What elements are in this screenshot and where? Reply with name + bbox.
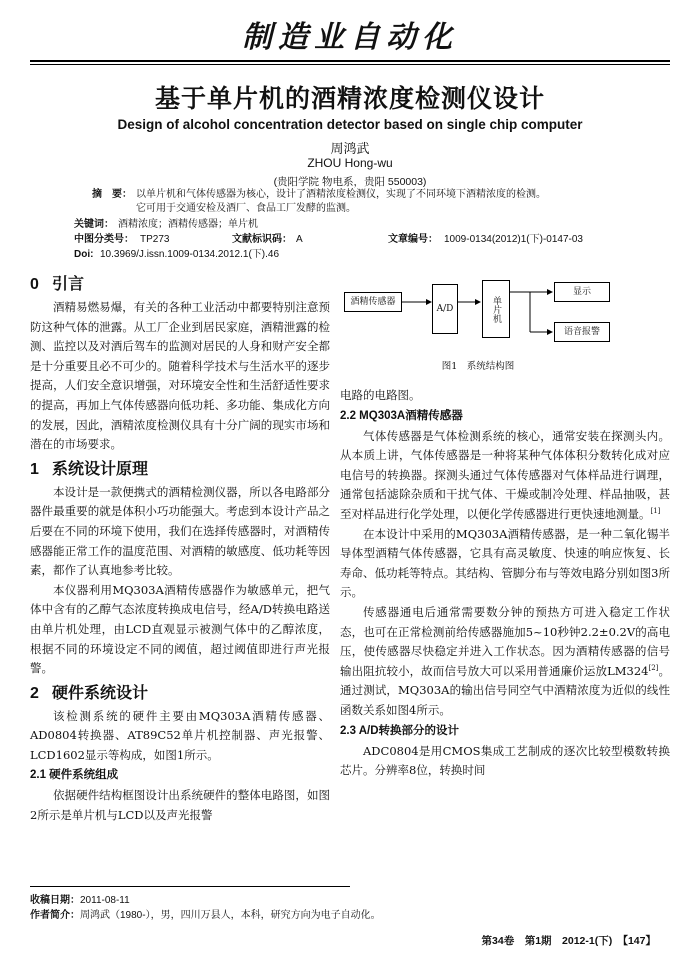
- author-en: ZHOU Hong-wu: [307, 156, 393, 170]
- citation-1: [1]: [650, 507, 661, 516]
- alarm-block: 语音报警: [554, 322, 610, 342]
- affiliation: (贵阳学院 物电系，贵阳 550003): [273, 176, 427, 188]
- keywords-label: 关键词：: [74, 219, 114, 230]
- left-column: [30, 270, 330, 826]
- received-date: 收稿日期：2011-08-11: [30, 895, 130, 906]
- doccode-value: A: [296, 234, 303, 245]
- abstract-label: 摘 要：: [92, 189, 132, 200]
- mcu-block: 单片机: [482, 280, 510, 338]
- section-2-paragraph: 该检测系统的硬件主要由MQ303A酒精传感器、AD0804转换器、AT89C52单片机控制器、声光报警、LCD1602显示等构成，如图1所示。: [30, 708, 330, 762]
- section-2-2-paragraph-1: 气体传感器是气体检测系统的核心，通常安装在探测头内。从本质上讲，气体传感器是一种将某种气体体积分数转化成对应电信号的转换器。探测头通过气体传感器对气体样品进行调理，通常包括滤除杂质和干扰气体、干燥或制冷处理、样品抽吸，甚至对样品进行化学处理，以便化学传感器进行更快速地测量。[1]: [340, 428, 670, 521]
- section-2-2-paragraph-2: 在本设计中采用的MQ303A酒精传感器，是一种二氧化锡半导体型酒精气体传感器，它具有高灵敏度、快速的响应恢复、长寿命、低功耗等特点。其结构、管脚分布与等效电路分别如图3所示。: [340, 526, 670, 600]
- section-2-1-continuation: 电路的电路图。: [340, 388, 421, 402]
- section-2-heading: 2 硬件系统设计: [30, 684, 149, 702]
- citation-2: [2]: [648, 663, 659, 672]
- title-en: Design of alcohol concentration detector based on single chip computer: [117, 117, 583, 132]
- doi-label: Doi:: [74, 249, 94, 260]
- header-rule-thin: [30, 64, 670, 65]
- abstract-line-2: 它可用于交通安检及酒厂、食品工厂发酵的监测。: [136, 203, 356, 214]
- clc-label: 中图分类号：: [74, 234, 134, 245]
- doi-value: 10.3969/J.issn.1009-0134.2012.1(下).46: [100, 249, 280, 260]
- abstract-line-1: 以单片机和气体传感器为核心，设计了酒精浓度检测仪，实现了不同环境下酒精浓度的检测。: [136, 189, 546, 200]
- section-2-2-heading: 2.2 MQ303A酒精传感器: [340, 409, 463, 422]
- section-2-3-paragraph: ADC0804是用CMOS集成工艺制成的逐次比较型模数转换芯片。分辨率8位，转换时间: [340, 743, 670, 778]
- header-rule: [30, 60, 670, 62]
- section-1-paragraph-1: 本设计是一款便携式的酒精检测仪器，所以各电路部分器件最重要的就是体积小巧功能强大。考虑到本设计产品之后要在不同的环境下使用，我们在选择传感器时，对酒精传感器能正常工作的温度范围、对酒精的敏感度、低功耗等因素，都作了认真地参考比较。: [30, 484, 330, 578]
- section-1-paragraph-2: 本仪器利用MQ303A酒精传感器作为敏感单元，把气体中含有的乙醇气态浓度转换成电信号，经A/D转换电路送由单片机处理，由LCD直观显示被测气体中的乙醇浓度，根据不同的环境设定不同的阈值，超过阈值即进行声光报警。: [30, 582, 330, 676]
- figure-1-caption: 图1 系统结构图: [441, 361, 515, 372]
- title-cn: 基于单片机的酒精浓度检测仪设计: [154, 84, 545, 113]
- section-0-paragraph: 酒精易燃易爆，有关的各种工业活动中都要特别注意预防这种气体的泄露。从工厂企业到居民家庭，酒精泄露的检测、监控以及对酒后驾车的监测对居民的人身和财产安全都是十分重要且必不可少的。随着科学技术与生活水平的逐步提高，人们安全意识增强，对环境安全性和生活舒适性要求的提高，再加上气体传感器向低功耗、多功能、集成化方向的发展，因此，酒精浓度检测仪具有十分广阔的现实市场和潜在的市场要求。: [30, 300, 330, 452]
- adc-block: A/D: [432, 284, 458, 334]
- section-0-heading: 0 引言: [30, 276, 85, 293]
- author-cn: 周鸿武: [330, 141, 370, 156]
- section-2-1-heading: 2.1 硬件系统组成: [30, 769, 119, 782]
- clc-value: TP273: [140, 234, 170, 245]
- article-no: 1009-0134(2012)1(下)-0147-03: [444, 234, 583, 245]
- keywords: 酒精浓度；酒精传感器；单片机: [118, 219, 258, 230]
- right-column: [340, 386, 670, 781]
- article-label: 文章编号：: [388, 234, 438, 245]
- sensor-block: 酒精传感器: [344, 292, 402, 312]
- page-info: 第34卷 第1期 2012-1(下) 【147】: [481, 935, 656, 947]
- figure-1: [340, 278, 670, 388]
- journal-name: 制造业自动化: [242, 20, 458, 55]
- section-2-2-paragraph-3: 传感器通电后通常需要数分钟的预热方可进入稳定工作状态，也可在正常检测前给传感器施加5~10秒钟2.2±0.2V的高电压，使传感器尽快稳定并进入工作状态。因为酒精传感器的信号输出阻抗较小，故而信号放大可以采用普通廉价运放LM324[2]。通过测试，MQ303A的输出信号同空气中酒精浓度为近似的线性函数关系如图4所示。: [340, 604, 671, 717]
- section-2-1-paragraph: 依据硬件结构框图设计出系统硬件的整体电路图，如图2所示是单片机与LCD以及声光报警: [30, 788, 330, 823]
- section-2-3-heading: 2.3 A/D转换部分的设计: [340, 724, 460, 737]
- author-bio: 作者简介：周鸿武（1980-），男，四川万县人，本科，研究方向为电子自动化。: [30, 910, 381, 921]
- doccode-label: 文献标识码：: [232, 234, 292, 245]
- section-1-heading: 1 系统设计原理: [30, 460, 149, 478]
- footnote-rule: [30, 886, 350, 887]
- display-block: 显示: [554, 282, 610, 302]
